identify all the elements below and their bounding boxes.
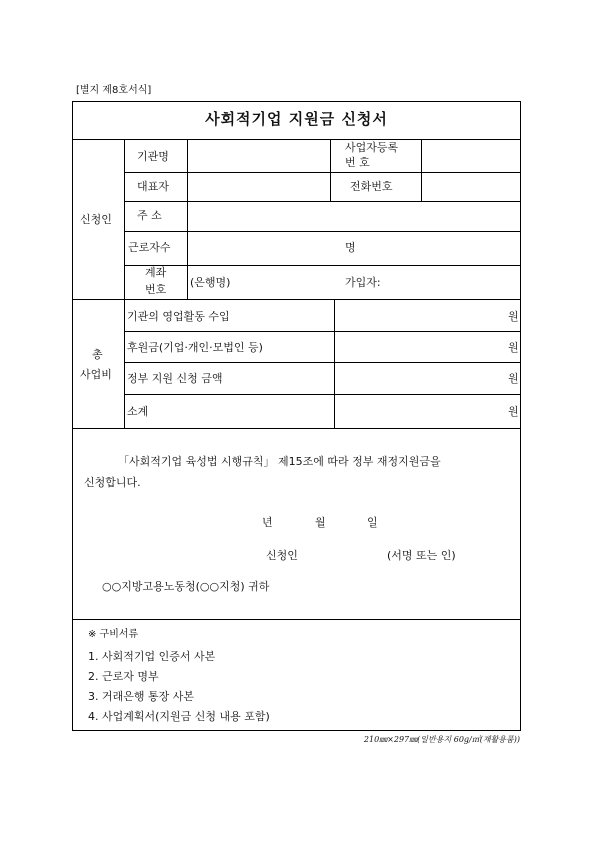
attachment-item: 3. 거래은행 통장 사본: [88, 690, 194, 703]
bank-label: (은행명): [190, 276, 231, 289]
workers-unit: 명: [345, 241, 356, 254]
applicant-section-label: 신청인: [80, 213, 112, 226]
workers-label: 근로자수: [128, 241, 171, 254]
budget-row-label: 소계: [127, 405, 149, 418]
budget-row-label: 정부 지원 신청 금액: [127, 372, 223, 385]
budget-unit: 원: [508, 405, 519, 418]
attachments-header: ※ 구비서류: [88, 629, 139, 640]
budget-section-label: 총: [92, 348, 103, 361]
form-tag: [별지 제8호서식]: [76, 85, 152, 96]
paper-spec-footer: 210㎜×297㎜(일반용지 60g/㎡(재활용품)): [363, 735, 520, 744]
budget-row-label: 후원금(기업·개인·모법인 등): [127, 341, 263, 354]
date-day: 일: [367, 516, 378, 529]
form-title: 사회적기업 지원금 신청서: [205, 110, 388, 128]
date-year: 년: [262, 516, 273, 529]
attachment-item: 1. 사회적기업 인증서 사본: [88, 650, 216, 663]
phone-label: 전화번호: [350, 180, 393, 193]
account-label-2: 번호: [145, 283, 167, 296]
budget-section-label-2: 사업비: [80, 368, 112, 381]
biz-reg-label-2: 번 호: [345, 156, 370, 169]
budget-unit: 원: [508, 341, 519, 354]
statement-line-1: 「사회적기업 육성법 시행규칙」 제15조에 따라 정부 재정지원금을: [118, 455, 441, 468]
attachment-item: 2. 근로자 명부: [88, 670, 159, 683]
address-label: 주 소: [137, 209, 162, 222]
account-label: 계좌: [145, 266, 167, 279]
representative-label: 대표자: [137, 180, 169, 193]
addressee: ○○지방고용노동청(○○지청) 귀하: [102, 580, 270, 593]
org-name-label: 기관명: [137, 150, 169, 163]
budget-unit: 원: [508, 310, 519, 323]
budget-row-label: 기관의 영업활동 수입: [127, 310, 230, 323]
biz-reg-label: 사업자등록: [345, 141, 399, 154]
budget-unit: 원: [508, 372, 519, 385]
date-month: 월: [315, 516, 326, 529]
statement-line-2: 신청합니다.: [84, 476, 141, 489]
account-holder-label: 가입자:: [345, 276, 381, 289]
signer-note: (서명 또는 인): [387, 549, 456, 562]
signer-label: 신청인: [266, 549, 298, 562]
attachment-item: 4. 사업계획서(지원금 신청 내용 포함): [88, 710, 270, 723]
